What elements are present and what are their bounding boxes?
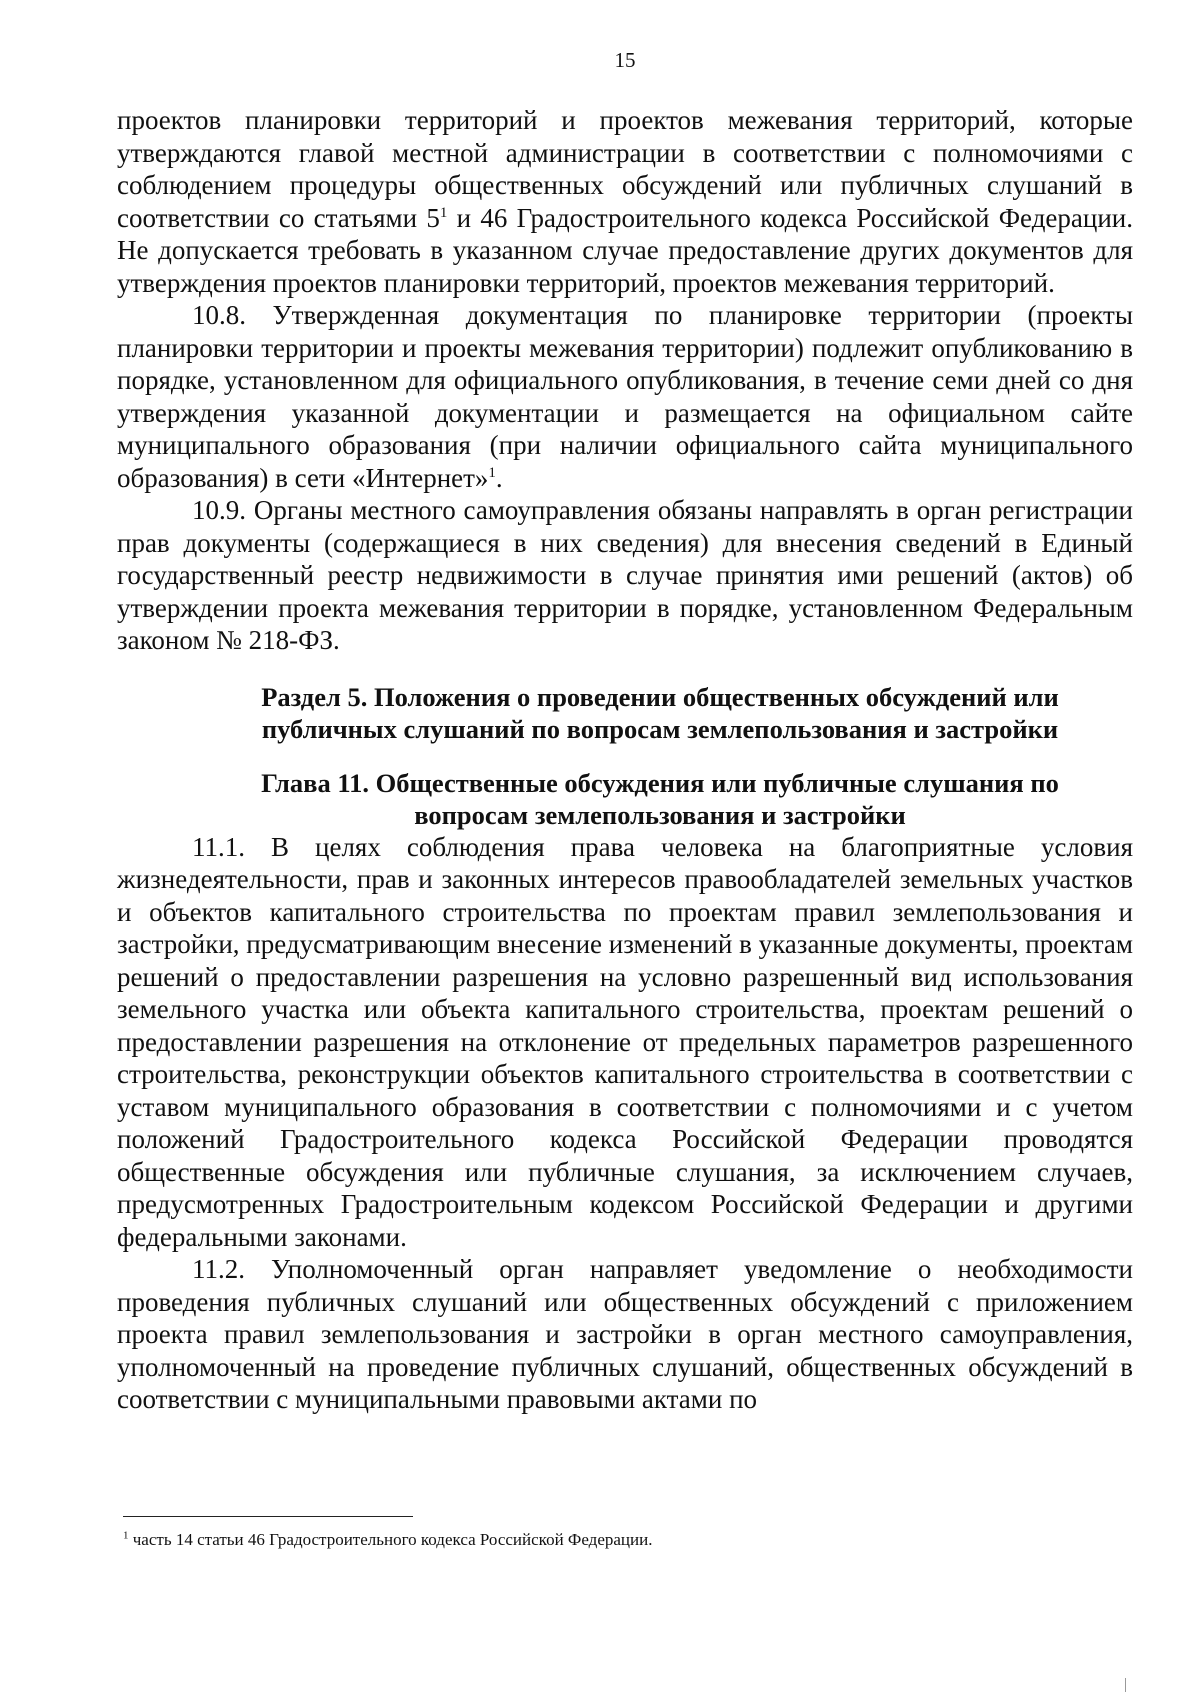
footnote-reference: 1 — [488, 464, 496, 481]
footnote-text: часть 14 статьи 46 Градостроительного кодекса Российской Федерации. — [128, 1530, 653, 1549]
paragraph-text: 10.8. Утвержденная документация по планировке территории (проекты планировки территории и проекты межевания территории) подлежит опубликованию в порядке, установленном для официального опубликования, в течение семи дней со дня утверждения указанной документации и размещается на официальном сайте муниципального образования (при наличии официального сайта муниципального образования) в сети «Интернет» — [117, 300, 1133, 493]
section-heading-line: публичных слушаний по вопросам землепользования и застройки — [261, 713, 1059, 744]
paragraph-11-2: 11.2. Уполномоченный орган направляет уведомление о необходимости проведения публичных слушаний или общественных обсуждений с приложением проекта правил землепользования и застройки в орган местного самоуправления, уполномоченный на проведение публичных слушаний, общественных обсуждений в соответствии с муниципальными правовыми актами по — [117, 1254, 1133, 1414]
paragraph-10-9: 10.9. Органы местного самоуправления обязаны направлять в орган регистрации прав документы (содержащиеся в них сведения) для внесения сведений в Единый государственный реестр недвижимости в случае принятия ими решений (актов) об утверждении проекта межевания территории в порядке, установленном Федеральным законом № 218-ФЗ. — [117, 495, 1133, 655]
chapter-heading — [117, 767, 1133, 831]
section-heading-line: Раздел 5. Положения о проведении общественных обсуждений или — [261, 681, 1059, 712]
paragraph-text: и 46 Градостроительного кодекса Российской Федерации. Не допускается требовать в указанном случае предоставление других документов для утверждения проектов планировки территорий, проектов межевания территорий. — [117, 202, 1133, 298]
paragraph-10-8 — [117, 299, 1133, 494]
section-heading — [117, 681, 1133, 745]
paragraph-11-1: 11.1. В целях соблюдения права человека на благоприятные условия жизнедеятельности, прав и законных интересов правообладателей земельных участков и объектов капитального строительства по проектам правил землепользования и застройки, предусматривающим внесение изменений в указанные документы, проектам решений о предоставлении разрешения на условно разрешенный вид использования земельного участка или объекта капитального строительства, проектам решений о предоставлении разрешения на отклонение от предельных параметров разрешенного строительства, реконструкции объектов капитального строительства в соответствии с уставом муниципального образования в соответствии с полномочиями и с учетом положений Градостроительного кодекса Российской Федерации проводятся общественные обсуждения или публичные слушания, за исключением случаев, предусмотренных Градостроительным кодексом Российской Федерации и другими федеральными законами. — [117, 831, 1133, 1252]
paragraph-text: проектов планировки территорий и проектов межевания территорий, которые утверждаются главой местной администрации в соответствии с полномочиями с соблюдением процедуры общественных обсуждений или публичных слушаний в соответствии со статьями 5 — [117, 105, 1133, 233]
footnote-reference: 1 — [439, 204, 448, 221]
chapter-heading-line: вопросам землепользования и застройки — [414, 799, 906, 830]
chapter-heading-line: Глава 11. Общественные обсуждения или публичные слушания по — [261, 767, 1059, 798]
footnote — [123, 1529, 652, 1551]
scan-edge-mark — [1125, 1678, 1126, 1692]
page-number: 15 — [614, 48, 636, 72]
paragraph-text: . — [495, 462, 503, 493]
document-body — [117, 104, 1133, 1416]
footnote-marker: 1 — [123, 1529, 129, 1542]
footnote-divider — [123, 1516, 413, 1517]
paragraph-continuation — [117, 104, 1133, 299]
